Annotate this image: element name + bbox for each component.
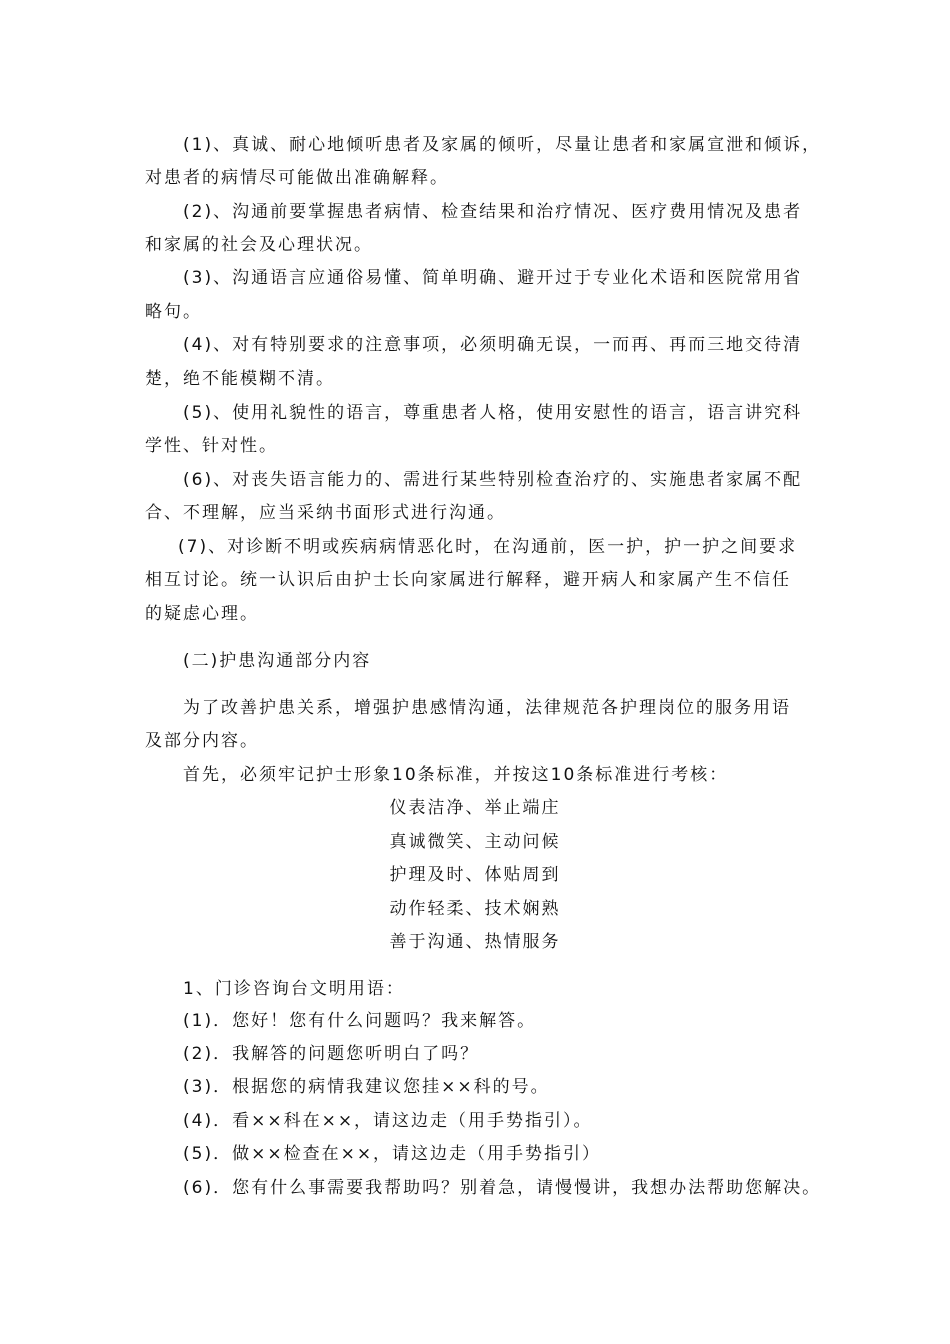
standards-intro: 首先，必须牢记护士形象10条标准，并按这10条标准进行考核：: [183, 765, 729, 785]
paragraph-5-line-2: 学性、针对性。: [145, 436, 278, 456]
paragraph-7-line-2: 相互讨论。统一认识后由护士长向家属进行解释，避开病人和家属产生不信任: [145, 570, 791, 590]
paragraph-2-line-2: 和家属的社会及心理状况。: [145, 235, 373, 255]
paragraph-4-line-2: 楚，绝不能模糊不清。: [145, 369, 335, 389]
standard-item: 真诚微笑、主动问候: [389, 832, 561, 852]
paragraph-6-line-2: 合、不理解，应当采纳书面形式进行沟通。: [145, 503, 506, 523]
standard-item: 动作轻柔、技术娴熟: [389, 899, 561, 919]
paragraph-3-line-2: 略句。: [145, 302, 202, 322]
intro-line-1: 为了改善护患关系，增强护患感情沟通，法律规范各护理岗位的服务用语: [183, 698, 791, 718]
paragraph-5-line-1: (5)、使用礼貌性的语言，尊重患者人格，使用安慰性的语言，语言讲究科: [183, 403, 803, 423]
list-heading: 1、门诊咨询台文明用语：: [183, 979, 405, 999]
phrase-item: (5)．做××检查在××，请这边走（用手势指引）: [183, 1144, 602, 1164]
phrase-item: (6)．您有什么事需要我帮助吗？别着急，请慢慢讲，我想办法帮助您解决。: [183, 1178, 822, 1198]
standard-item: 护理及时、体贴周到: [389, 865, 561, 885]
phrase-item: (4)．看××科在××，请这边走（用手势指引）。: [183, 1111, 593, 1131]
paragraph-7-line-3: 的疑虑心理。: [145, 604, 259, 624]
paragraph-6-line-1: (6)、对丧失语言能力的、需进行某些特别检查治疗的、实施患者家属不配: [183, 470, 803, 490]
paragraph-2-line-1: (2)、沟通前要掌握患者病情、检查结果和治疗情况、医疗费用情况及患者: [183, 202, 803, 222]
paragraph-7-line-1: (7)、对诊断不明或疾病病情恶化时，在沟通前，医一护，护一护之间要求: [178, 537, 798, 557]
paragraph-1-line-2: 对患者的病情尽可能做出准确解释。: [145, 168, 449, 188]
standard-item: 善于沟通、热情服务: [389, 932, 561, 952]
paragraph-3-line-1: (3)、沟通语言应通俗易懂、简单明确、避开过于专业化术语和医院常用省: [183, 268, 803, 288]
paragraph-4-line-1: (4)、对有特别要求的注意事项，必须明确无误，一而再、再而三地交待清: [183, 335, 803, 355]
phrase-item: (3)．根据您的病情我建议您挂××科的号。: [183, 1077, 550, 1097]
phrase-item: (1)．您好！您有什么问题吗？我来解答。: [183, 1011, 537, 1031]
standard-item: 仪表洁净、举止端庄: [389, 798, 561, 818]
section-heading: (二)护患沟通部分内容: [183, 651, 372, 671]
paragraph-1-line-1: (1)、真诚、耐心地倾听患者及家属的倾听，尽量让患者和家属宣泄和倾诉，: [183, 135, 822, 155]
intro-line-2: 及部分内容。: [145, 731, 259, 751]
phrase-item: (2)．我解答的问题您听明白了吗？: [183, 1044, 480, 1064]
